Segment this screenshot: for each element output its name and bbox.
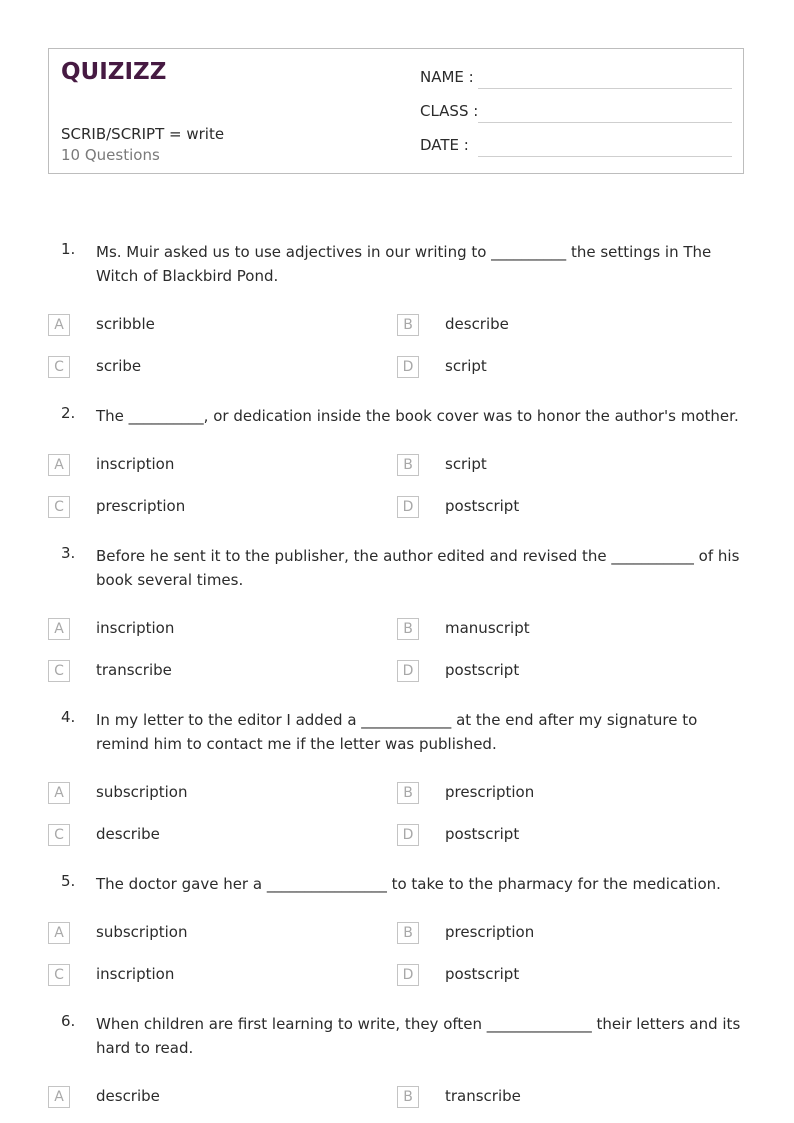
question-number: 4. — [61, 708, 76, 726]
name-label: NAME : — [420, 68, 474, 86]
question-number: 1. — [61, 240, 76, 258]
date-field[interactable] — [420, 136, 740, 162]
question-number: 2. — [61, 404, 76, 422]
option-letter: D — [397, 356, 419, 378]
option-text: describe — [445, 315, 509, 333]
option-text: inscription — [96, 619, 175, 637]
class-field[interactable] — [420, 102, 740, 128]
question-count: 10 Questions — [61, 146, 160, 164]
option-text: prescription — [96, 497, 186, 515]
option-text: prescription — [445, 923, 535, 941]
class-line[interactable] — [478, 122, 732, 123]
question-text: In my letter to the editor I added a ____________ at the end after my signature to remind him to contact me if the letter was published. — [96, 711, 698, 753]
option-text: postscript — [445, 497, 520, 515]
worksheet-title: SCRIB/SCRIPT = write — [61, 125, 225, 143]
option-letter: B — [397, 618, 419, 640]
name-line[interactable] — [478, 88, 732, 89]
option-letter: A — [48, 618, 70, 640]
question-number: 6. — [61, 1012, 76, 1030]
question-text: The __________, or dedication inside the book cover was to honor the author's mother. — [96, 407, 739, 425]
option-letter: D — [397, 824, 419, 846]
option-text: postscript — [445, 965, 520, 983]
question-text: When children are first learning to write, they often ______________ their letters and its hard to read. — [96, 1015, 741, 1057]
question-text: Before he sent it to the publisher, the author edited and revised the ___________ of his book several times. — [96, 547, 740, 589]
option-letter: B — [397, 922, 419, 944]
option-letter: B — [397, 1086, 419, 1108]
option-letter: A — [48, 454, 70, 476]
option-letter: D — [397, 496, 419, 518]
option-letter: A — [48, 1086, 70, 1108]
option-text: script — [445, 357, 487, 375]
option-text: postscript — [445, 825, 520, 843]
option-letter: C — [48, 660, 70, 682]
option-text: transcribe — [96, 661, 172, 679]
option-letter: B — [397, 454, 419, 476]
option-text: prescription — [445, 783, 535, 801]
option-letter: D — [397, 660, 419, 682]
date-line[interactable] — [478, 156, 732, 157]
option-text: scribe — [96, 357, 142, 375]
option-text: postscript — [445, 661, 520, 679]
question-number: 5. — [61, 872, 76, 890]
date-label: DATE : — [420, 136, 469, 154]
option-text: transcribe — [445, 1087, 521, 1105]
question-number: 3. — [61, 544, 76, 562]
name-field[interactable] — [420, 68, 740, 94]
option-text: inscription — [96, 965, 175, 983]
option-letter: C — [48, 496, 70, 518]
option-text: inscription — [96, 455, 175, 473]
worksheet-header — [48, 48, 744, 174]
option-letter: C — [48, 824, 70, 846]
option-text: describe — [96, 825, 160, 843]
option-letter: B — [397, 314, 419, 336]
option-letter: A — [48, 922, 70, 944]
question-text: Ms. Muir asked us to use adjectives in our writing to __________ the settings in The Witch of Blackbird Pond. — [96, 243, 712, 285]
class-label: CLASS : — [420, 102, 479, 120]
option-letter: C — [48, 356, 70, 378]
option-letter: C — [48, 964, 70, 986]
quizizz-logo: QUIZIZZ — [61, 59, 167, 85]
option-letter: D — [397, 964, 419, 986]
option-letter: A — [48, 314, 70, 336]
option-text: subscription — [96, 783, 188, 801]
option-letter: B — [397, 782, 419, 804]
option-text: describe — [96, 1087, 160, 1105]
option-text: script — [445, 455, 487, 473]
question-text: The doctor gave her a ________________ to take to the pharmacy for the medication. — [96, 875, 721, 893]
option-text: subscription — [96, 923, 188, 941]
option-text: manuscript — [445, 619, 530, 637]
option-text: scribble — [96, 315, 155, 333]
option-letter: A — [48, 782, 70, 804]
